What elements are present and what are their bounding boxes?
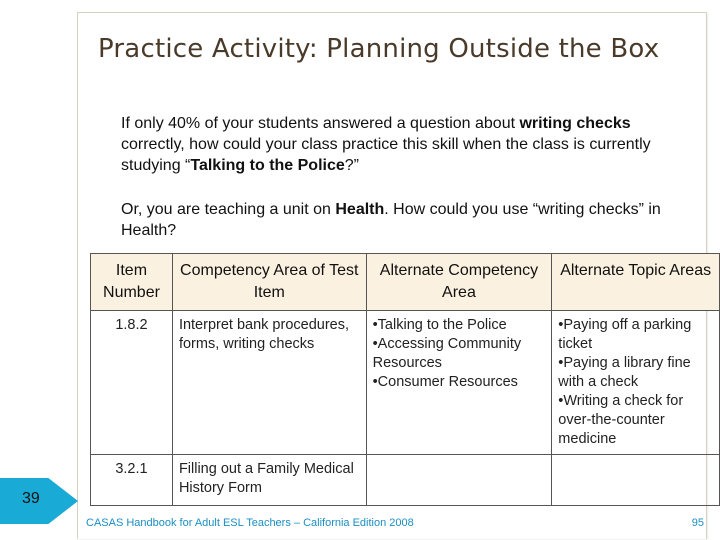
health-bold: Health <box>335 201 385 218</box>
cell-alternate-competency <box>366 455 552 506</box>
cell-item-number: 3.2.1 <box>91 455 173 506</box>
health-paragraph <box>121 199 681 241</box>
table-row <box>91 455 720 506</box>
list-item: •Writing a check for over-the-counter medicine <box>558 393 684 447</box>
list-item: •Paying off a parking ticket <box>558 317 692 352</box>
intro-text-1: If only 40% of your students answered a question about <box>121 115 520 132</box>
slide-page-number: 39 <box>22 490 40 507</box>
table-row <box>91 311 720 455</box>
list-item: •Accessing Community Resources <box>372 336 522 371</box>
cell-item-number: 1.8.2 <box>91 311 173 455</box>
header-competency-area: Competency Area of Test Item <box>172 254 366 311</box>
list-item: •Paying a library fine with a check <box>558 355 691 390</box>
header-alternate-topics: Alternate Topic Areas <box>552 254 720 311</box>
intro-bold-talking-police: Talking to the Police <box>190 157 345 174</box>
cell-alternate-competency <box>366 311 552 455</box>
footer-source: CASAS Handbook for Adult ESL Teachers – California Edition 2008 <box>86 517 414 529</box>
intro-text-3: ?” <box>344 157 359 174</box>
intro-bold-writing-checks: writing checks <box>519 115 631 132</box>
health-text-1: Or, you are teaching a unit on <box>121 201 336 218</box>
intro-paragraph <box>121 113 681 176</box>
planning-table <box>90 253 720 506</box>
health-text-2: . How could you use “writing checks” in Health? <box>121 201 661 239</box>
cell-alternate-topics <box>552 455 720 506</box>
list-item: •Consumer Resources <box>372 374 518 390</box>
list-item: •Talking to the Police <box>372 317 507 333</box>
cell-competency: Filling out a Family Medical History Form <box>172 455 366 506</box>
cell-competency: Interpret bank procedures, forms, writing checks <box>172 311 366 455</box>
intro-text-2: correctly, how could your class practice this skill when the class is currently studying “ <box>121 136 651 174</box>
cell-alternate-topics <box>552 311 720 455</box>
header-alternate-competency: Alternate Competency Area <box>366 254 552 311</box>
header-item-number: Item Number <box>91 254 173 311</box>
table-header-row <box>91 254 720 311</box>
slide-title: Practice Activity: Planning Outside the Box <box>98 34 660 64</box>
footer-page-number: 95 <box>691 517 704 529</box>
